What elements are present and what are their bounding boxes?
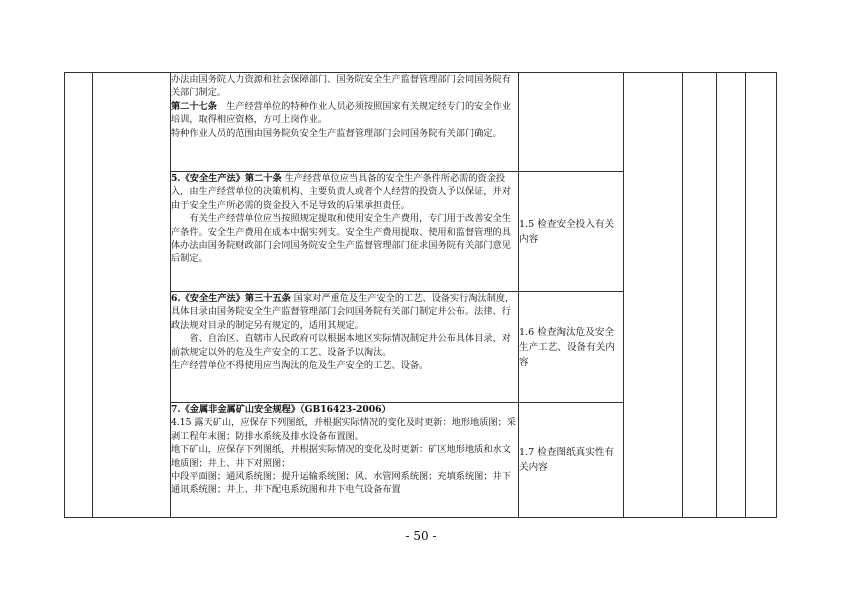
clause-cell (171, 73, 519, 172)
col-7-cell (717, 73, 746, 518)
clause-paragraph: 有关生产经营单位应当按照规定提取和使用安全生产费用，专门用于改善安全生产条件。安全生产费用在成本中据实列支。安全生产费用提取、使用和监督管理的具体办法由国务院财政部门会同国务院安全生产监督管理部门征求国务院有关部门意见后制定。 (171, 213, 511, 265)
col-5-cell (624, 73, 683, 518)
clause-paragraph: 4.15 露天矿山，应保存下列图纸，并根据实际情况的变化及时更新：地形地质图；采剥工程年末图；防排水系统及排水设备布置图。 (171, 417, 516, 442)
clause-heading: 第二十七条 (171, 100, 217, 112)
clause-heading: 5.《安全生产法》第二十条 (171, 173, 282, 184)
clause-paragraph: 省、自治区、直辖市人民政府可以根据本地区实际情况制定并公布具体目录，对前款规定以外的危及生产安全的工艺、设备予以淘汰。 (171, 333, 511, 358)
clause-paragraph: 生产经营单位不得使用应当淘汰的危及生产安全的工艺、设备。 (171, 360, 429, 372)
table-row (65, 73, 777, 172)
col-1-cell (65, 73, 93, 518)
clause-heading: 6.《安全生产法》第三十五条 (171, 293, 291, 304)
clause-heading: 7.《金属非金属矿山安全规程》（GB16423-2006） (171, 404, 391, 415)
clause-cell (171, 403, 519, 518)
clause-cell (171, 172, 519, 292)
check-item-1-7: 1.7 检查图纸真实性有关内容 (519, 403, 624, 518)
check-cell-empty (519, 73, 624, 172)
checklist-table (64, 72, 777, 518)
clause-paragraph: 6.《安全生产法》第三十五条 国家对严重危及生产安全的工艺、设备实行淘汰制度，具体目录由国务院安全生产监督管理部门会同国务院有关部门制定并公布。法律、行政法规对目录的制定另有规定的，适用其规定。 (171, 293, 515, 331)
col-6-cell (683, 73, 717, 518)
clause-paragraph: 5.《安全生产法》第二十条 生产经营单位应当具备的安全生产条件所必需的资金投入，由生产经营单位的决策机构、主要负责人或者个人经营的投资人予以保证，并对由于安全生产所必需的资金投入不足导致的后果承担责任。 (171, 173, 511, 211)
clause-paragraph: 地下矿山，应保存下列图纸，并根据实际情况的变化及时更新：矿区地形地质和水文地质图；井上、井下对照图； (171, 444, 511, 469)
clause-paragraph: 第二十七条 生产经营单位的特种作业人员必须按照国家有关规定经专门的安全作业培训，取得相应资格，方可上岗作业。 (171, 100, 511, 126)
clause-cell (171, 292, 519, 403)
clause-paragraph: 中段平面图；通风系统图；提升运输系统图；风、水管网系统图；充填系统图；井下通讯系统图；井上、井下配电系统图和井下电气设备布置 (171, 471, 511, 496)
col-2-cell (93, 73, 171, 518)
clause-paragraph: 特种作业人员的范围由国务院负安全生产监督管理部门会同国务院有关部门确定。 (171, 127, 502, 139)
clause-paragraph: 办法由国务院人力资源和社会保障部门、国务院安全生产监督管理部门会同国务院有关部门制定。 (171, 74, 511, 99)
col-8-cell (746, 73, 777, 518)
check-item-1-6: 1.6 检查淘汰危及安全生产工艺、设备有关内容 (519, 292, 624, 403)
check-item-1-5: 1.5 检查安全投入有关内容 (519, 172, 624, 292)
page-number: - 50 - (405, 529, 437, 543)
